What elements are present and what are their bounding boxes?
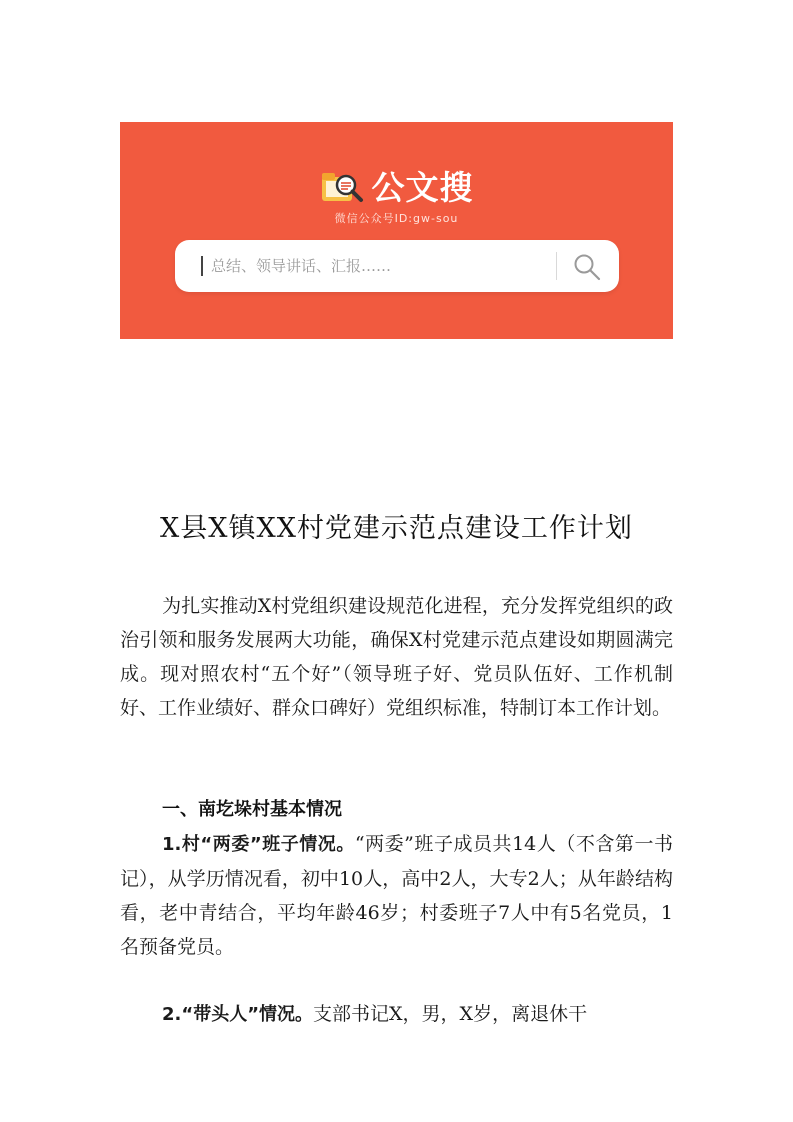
banner (120, 122, 673, 339)
item-2-paragraph (120, 997, 673, 1032)
item-1-body: “两委”班子成员共14人（不含第一书记），从学历情况看，初中10人，高中2人，大专2人；从年龄结构看，老中青结合，平均年龄46岁；村委班子7人中有5名党员，1名预备党员。 (120, 833, 673, 958)
folder-magnifier-icon (320, 167, 366, 205)
document-title: X县X镇XX村党建示范点建设工作计划 (160, 513, 633, 544)
search-placeholder: 总结、领导讲话、汇报…… (211, 257, 392, 275)
search-divider (556, 252, 557, 280)
brand (120, 162, 673, 209)
intro-text: 为扎实推动X村党组织建设规范化进程，充分发挥党组织的政治引领和服务发展两大功能，确保X村党建示范点建设如期圆满完成。现对照农村“五个好”（领导班子好、党员队伍好、工作机制好、工作业绩好、群众口碑好）党组织标准，特制订本工作计划。 (120, 595, 673, 719)
search-input[interactable] (175, 240, 619, 292)
text-cursor (201, 256, 203, 276)
brand-name: 公文搜 (371, 168, 474, 207)
item-1-lead: 1.村“两委”班子情况。 (162, 834, 355, 855)
item-2-body: 支部书记X，男，X岁，离退休干 (313, 1003, 588, 1025)
item-2-lead: 2.“带头人”情况。 (162, 1004, 314, 1025)
brand-subtitle: 微信公众号ID:gw-sou (334, 212, 459, 225)
magnifier-icon[interactable] (572, 252, 602, 282)
item-1-paragraph (120, 827, 673, 964)
section-heading: 一、南圪垛村基本情况 (162, 799, 342, 820)
intro-paragraph (120, 589, 673, 725)
